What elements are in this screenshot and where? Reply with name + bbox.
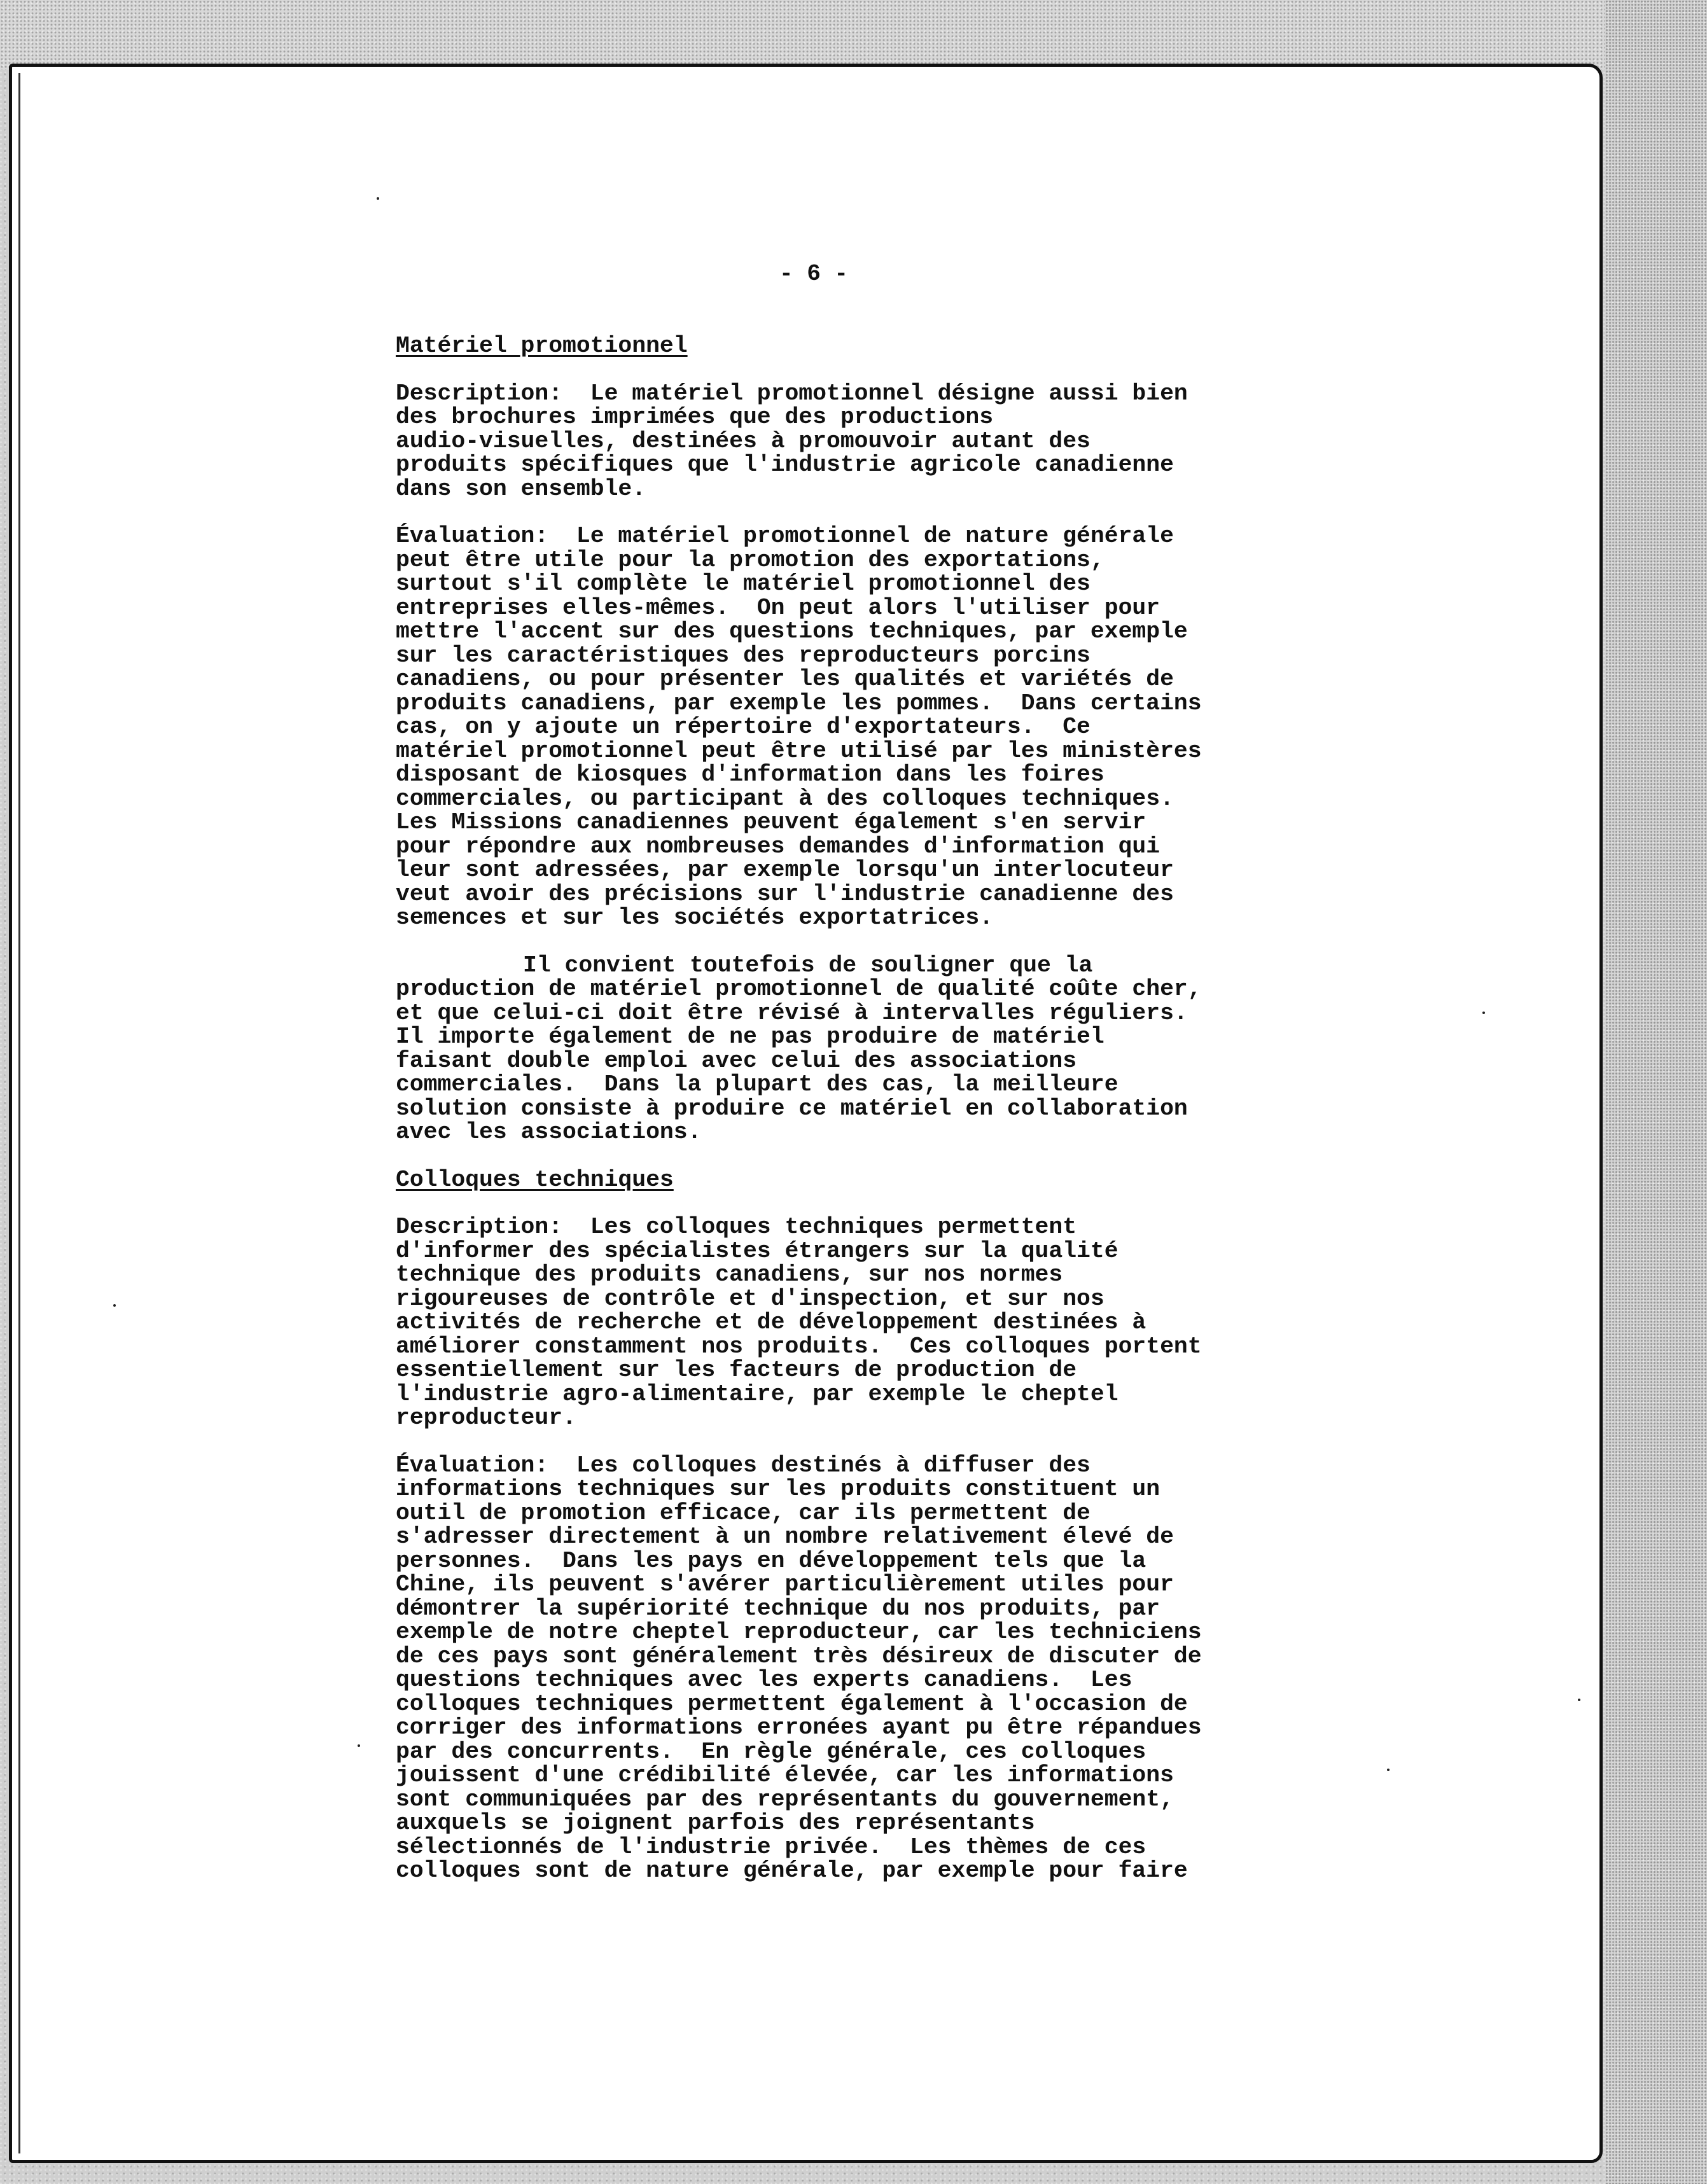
text-line: améliorer constamment nos produits. Ces colloques portent — [396, 1333, 1202, 1360]
text-line: mettre l'accent sur des questions techniques, par exemple — [396, 618, 1188, 644]
document-body — [396, 334, 1286, 1907]
text-line: produits canadiens, par exemple les pommes. Dans certains — [396, 690, 1202, 716]
text-line: questions techniques avec les experts canadiens. Les — [396, 1667, 1132, 1693]
text-line: avec les associations. — [396, 1119, 702, 1145]
section-heading: Matériel promotionnel — [396, 333, 688, 359]
text-line: exemple de notre cheptel reproducteur, car les techniciens — [396, 1619, 1202, 1645]
section-heading: Colloques techniques — [396, 1166, 674, 1193]
text-line: cas, on y ajoute un répertoire d'exportateurs. Ce — [396, 714, 1090, 740]
text-line: leur sont adressées, par exemple lorsqu'un interlocuteur — [396, 857, 1174, 883]
text-line: démontrer la supériorité technique du nos produits, par — [396, 1595, 1160, 1622]
page-number: - 6 - — [779, 261, 849, 287]
text-line: Évaluation: Le matériel promotionnel de nature générale — [396, 523, 1174, 549]
text-line: activités de recherche et de développement destinées à — [396, 1309, 1146, 1335]
text-line: Évaluation: Les colloques destinés à diffuser des — [396, 1452, 1090, 1478]
paragraph — [396, 1215, 1286, 1430]
text-line: produits spécifiques que l'industrie agricole canadienne — [396, 452, 1174, 478]
scan-speck — [1578, 1699, 1580, 1701]
text-line: d'informer des spécialistes étrangers sur la qualité — [396, 1237, 1118, 1264]
text-line: corriger des informations erronées ayant pu être répandues — [396, 1715, 1202, 1741]
scan-background-right — [1605, 0, 1707, 2184]
text-line: commerciales, ou participant à des colloques techniques. — [396, 785, 1174, 812]
scan-speck — [358, 1744, 360, 1747]
scan-speck — [377, 197, 379, 200]
text-line: personnes. Dans les pays en développement tels que la — [396, 1547, 1146, 1574]
text-line: l'industrie agro-alimentaire, par exemple le cheptel — [396, 1381, 1118, 1407]
text-line: dans son ensemble. — [396, 475, 646, 502]
text-line: canadiens, ou pour présenter les qualités et variétés de — [396, 666, 1174, 692]
text-line: Il convient toutefois de souligner que la — [523, 952, 1093, 978]
text-line: sont communiquées par des représentants du gouvernement, — [396, 1786, 1174, 1812]
text-line: s'adresser directement à un nombre relativement élevé de — [396, 1524, 1174, 1550]
text-line: technique des produits canadiens, sur nos normes — [396, 1262, 1063, 1288]
paragraph — [396, 524, 1286, 930]
scan-speck — [1387, 1769, 1390, 1771]
text-line: veut avoir des précisions sur l'industrie canadienne des — [396, 880, 1174, 907]
text-line: outil de promotion efficace, car ils permettent de — [396, 1499, 1090, 1526]
text-line: Les Missions canadiennes peuvent également s'en servir — [396, 809, 1146, 835]
text-line: entreprises elles-mêmes. On peut alors l'utiliser pour — [396, 594, 1160, 621]
text-line: rigoureuses de contrôle et d'inspection, et sur nos — [396, 1285, 1104, 1312]
text-line: de ces pays sont généralement très désireux de discuter de — [396, 1643, 1202, 1669]
scan-background-top — [0, 0, 1707, 70]
text-line: Il importe également de ne pas produire de matériel — [396, 1024, 1104, 1050]
text-line: reproducteur. — [396, 1405, 576, 1431]
paragraph — [396, 954, 1286, 1144]
text-line: sélectionnés de l'industrie privée. Les thèmes de ces — [396, 1833, 1146, 1860]
text-line: disposant de kiosques d'information dans les foires — [396, 762, 1104, 788]
text-line: commerciales. Dans la plupart des cas, la meilleure — [396, 1071, 1118, 1097]
text-line: matériel promotionnel peut être utilisé par les ministères — [396, 737, 1202, 764]
text-line: pour répondre aux nombreuses demandes d'information qui — [396, 833, 1160, 859]
text-line: des brochures imprimées que des productions — [396, 404, 994, 430]
text-line: et que celui-ci doit être révisé à intervalles réguliers. — [396, 999, 1188, 1026]
text-line: faisant double emploi avec celui des associations — [396, 1047, 1077, 1074]
paragraph — [396, 382, 1286, 501]
text-line: essentiellement sur les facteurs de production de — [396, 1357, 1077, 1383]
text-line: colloques sont de nature générale, par exemple pour faire — [396, 1858, 1188, 1884]
text-line: jouissent d'une crédibilité élevée, car les informations — [396, 1762, 1174, 1788]
text-line: colloques techniques permettent également à l'occasion de — [396, 1690, 1188, 1717]
text-line: production de matériel promotionnel de qualité coûte cher, — [396, 976, 1202, 1002]
text-line: Description: Le matériel promotionnel désigne aussi bien — [396, 380, 1188, 407]
text-line: peut être utile pour la promotion des exportations, — [396, 546, 1104, 573]
text-line: surtout s'il complète le matériel promotionnel des — [396, 571, 1090, 597]
text-line: Description: Les colloques techniques permettent — [396, 1214, 1077, 1240]
text-line: par des concurrents. En règle générale, ces colloques — [396, 1738, 1146, 1765]
text-line: solution consiste à produire ce matériel en collaboration — [396, 1095, 1188, 1122]
text-line: audio-visuelles, destinées à promouvoir autant des — [396, 428, 1090, 454]
text-line: semences et sur les sociétés exportatrices. — [396, 905, 994, 931]
text-line: auxquels se joignent parfois des représentants — [396, 1810, 1035, 1836]
scan-speck — [113, 1304, 116, 1307]
text-line: sur les caractéristiques des reproducteurs porcins — [396, 642, 1090, 669]
text-line: informations techniques sur les produits constituent un — [396, 1476, 1160, 1502]
scan-speck — [1482, 1012, 1485, 1014]
text-line: Chine, ils peuvent s'avérer particulièrement utiles pour — [396, 1571, 1174, 1597]
paragraph — [396, 1454, 1286, 1883]
